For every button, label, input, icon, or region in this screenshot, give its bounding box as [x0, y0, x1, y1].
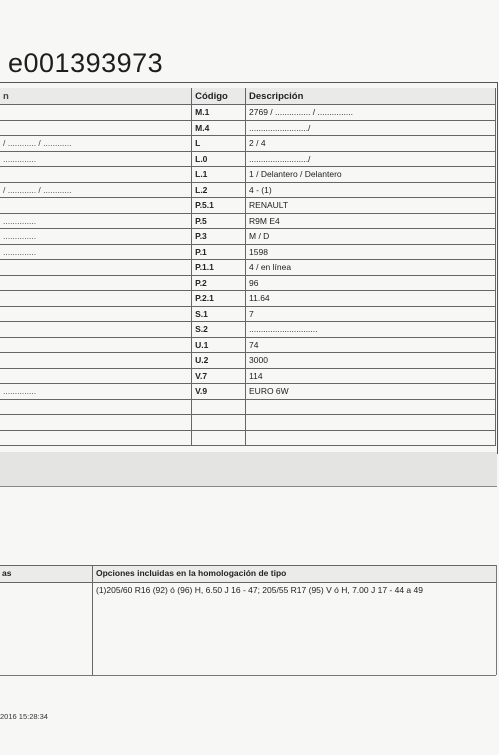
row-code-cell: P.3	[192, 229, 246, 245]
table-row	[0, 275, 496, 291]
row-left-cell	[0, 353, 192, 369]
row-code-cell: P.1	[192, 244, 246, 260]
row-left-cell	[0, 260, 192, 276]
row-left-cell	[0, 275, 192, 291]
row-description-cell: 3000	[246, 353, 496, 369]
row-left-cell	[0, 368, 192, 384]
row-code-cell: U.1	[192, 337, 246, 353]
row-description-cell	[246, 430, 496, 446]
table-row	[0, 337, 496, 353]
row-description-cell: 4 / en línea	[246, 260, 496, 276]
table-row	[0, 306, 496, 322]
row-code-cell: M.1	[192, 105, 246, 121]
row-code-cell	[192, 430, 246, 446]
row-description-cell: RENAULT	[246, 198, 496, 214]
table-row	[0, 167, 496, 183]
row-code-cell: V.7	[192, 368, 246, 384]
table-row	[0, 229, 496, 245]
table-row	[0, 415, 496, 431]
row-code-cell: L	[192, 136, 246, 152]
print-timestamp: 2016 15:28:34	[0, 712, 48, 721]
row-description-cell: 96	[246, 275, 496, 291]
header-code: Código	[192, 88, 246, 105]
row-code-cell: P.2	[192, 275, 246, 291]
row-description-cell: 2769 / ............... / ...............	[246, 105, 496, 121]
row-left-cell	[0, 415, 192, 431]
row-code-cell: P.2.1	[192, 291, 246, 307]
row-left-cell: ..............	[0, 213, 192, 229]
options-right-border	[496, 565, 497, 675]
row-description-cell: EURO 6W	[246, 384, 496, 400]
options-bottom-border	[0, 675, 496, 676]
options-divider	[92, 565, 93, 675]
table-row	[0, 213, 496, 229]
row-description-cell: 114	[246, 368, 496, 384]
row-left-cell: ..............	[0, 151, 192, 167]
shaded-band	[0, 452, 497, 487]
row-left-cell	[0, 198, 192, 214]
table-row	[0, 198, 496, 214]
row-left-cell: / ............ / ............	[0, 182, 192, 198]
options-text: (1)205/60 R16 (92) ó (96) H, 6.50 J 16 - 47; 205/55 R17 (95) V ó H, 7.00 J 17 - 44 a 49	[96, 585, 423, 595]
header-description: Descripción	[246, 88, 496, 105]
row-description-cell	[246, 415, 496, 431]
table-row	[0, 151, 496, 167]
row-left-cell	[0, 120, 192, 136]
table-row	[0, 244, 496, 260]
table-row	[0, 260, 496, 276]
row-description-cell: 2 / 4	[246, 136, 496, 152]
row-code-cell: L.0	[192, 151, 246, 167]
row-left-cell	[0, 105, 192, 121]
row-code-cell: U.2	[192, 353, 246, 369]
row-description-cell: 1 / Delantero / Delantero	[246, 167, 496, 183]
row-code-cell	[192, 415, 246, 431]
row-left-cell	[0, 337, 192, 353]
options-left-header: as	[2, 568, 12, 578]
row-code-cell: V.9	[192, 384, 246, 400]
table-row	[0, 430, 496, 446]
table-header-row	[0, 88, 496, 105]
row-description-cell: R9M E4	[246, 213, 496, 229]
table-row	[0, 182, 496, 198]
row-description-cell	[246, 399, 496, 415]
row-description-cell: .............................	[246, 322, 496, 338]
row-description-cell: 7	[246, 306, 496, 322]
table-row	[0, 399, 496, 415]
row-left-cell	[0, 167, 192, 183]
row-code-cell: S.2	[192, 322, 246, 338]
row-code-cell: P.1.1	[192, 260, 246, 276]
row-code-cell: L.1	[192, 167, 246, 183]
row-left-cell	[0, 399, 192, 415]
row-description-cell: 74	[246, 337, 496, 353]
row-left-cell: / ............ / ............	[0, 136, 192, 152]
table-row	[0, 105, 496, 121]
table-row	[0, 384, 496, 400]
row-left-cell: ..............	[0, 229, 192, 245]
row-description-cell: ........................./	[246, 151, 496, 167]
row-code-cell	[192, 399, 246, 415]
row-left-cell: ..............	[0, 244, 192, 260]
row-description-cell: 4 - (1)	[246, 182, 496, 198]
header-left: n	[0, 88, 192, 105]
table-row	[0, 368, 496, 384]
row-code-cell: S.1	[192, 306, 246, 322]
row-left-cell	[0, 322, 192, 338]
row-description-cell: ........................./	[246, 120, 496, 136]
table-row	[0, 353, 496, 369]
row-code-cell: L.2	[192, 182, 246, 198]
table-row	[0, 136, 496, 152]
row-left-cell	[0, 291, 192, 307]
table-row	[0, 291, 496, 307]
row-description-cell: M / D	[246, 229, 496, 245]
row-left-cell	[0, 430, 192, 446]
row-code-cell: P.5.1	[192, 198, 246, 214]
table-row	[0, 120, 496, 136]
row-left-cell	[0, 306, 192, 322]
row-left-cell: ..............	[0, 384, 192, 400]
row-code-cell: M.4	[192, 120, 246, 136]
table-row	[0, 322, 496, 338]
document-id: e001393973	[8, 48, 164, 78]
options-header: Opciones incluidas en la homologación de tipo	[96, 568, 287, 578]
row-description-cell: 11.64	[246, 291, 496, 307]
options-header-row	[0, 565, 496, 583]
row-description-cell: 1598	[246, 244, 496, 260]
vehicle-data-table	[0, 88, 496, 446]
row-code-cell: P.5	[192, 213, 246, 229]
